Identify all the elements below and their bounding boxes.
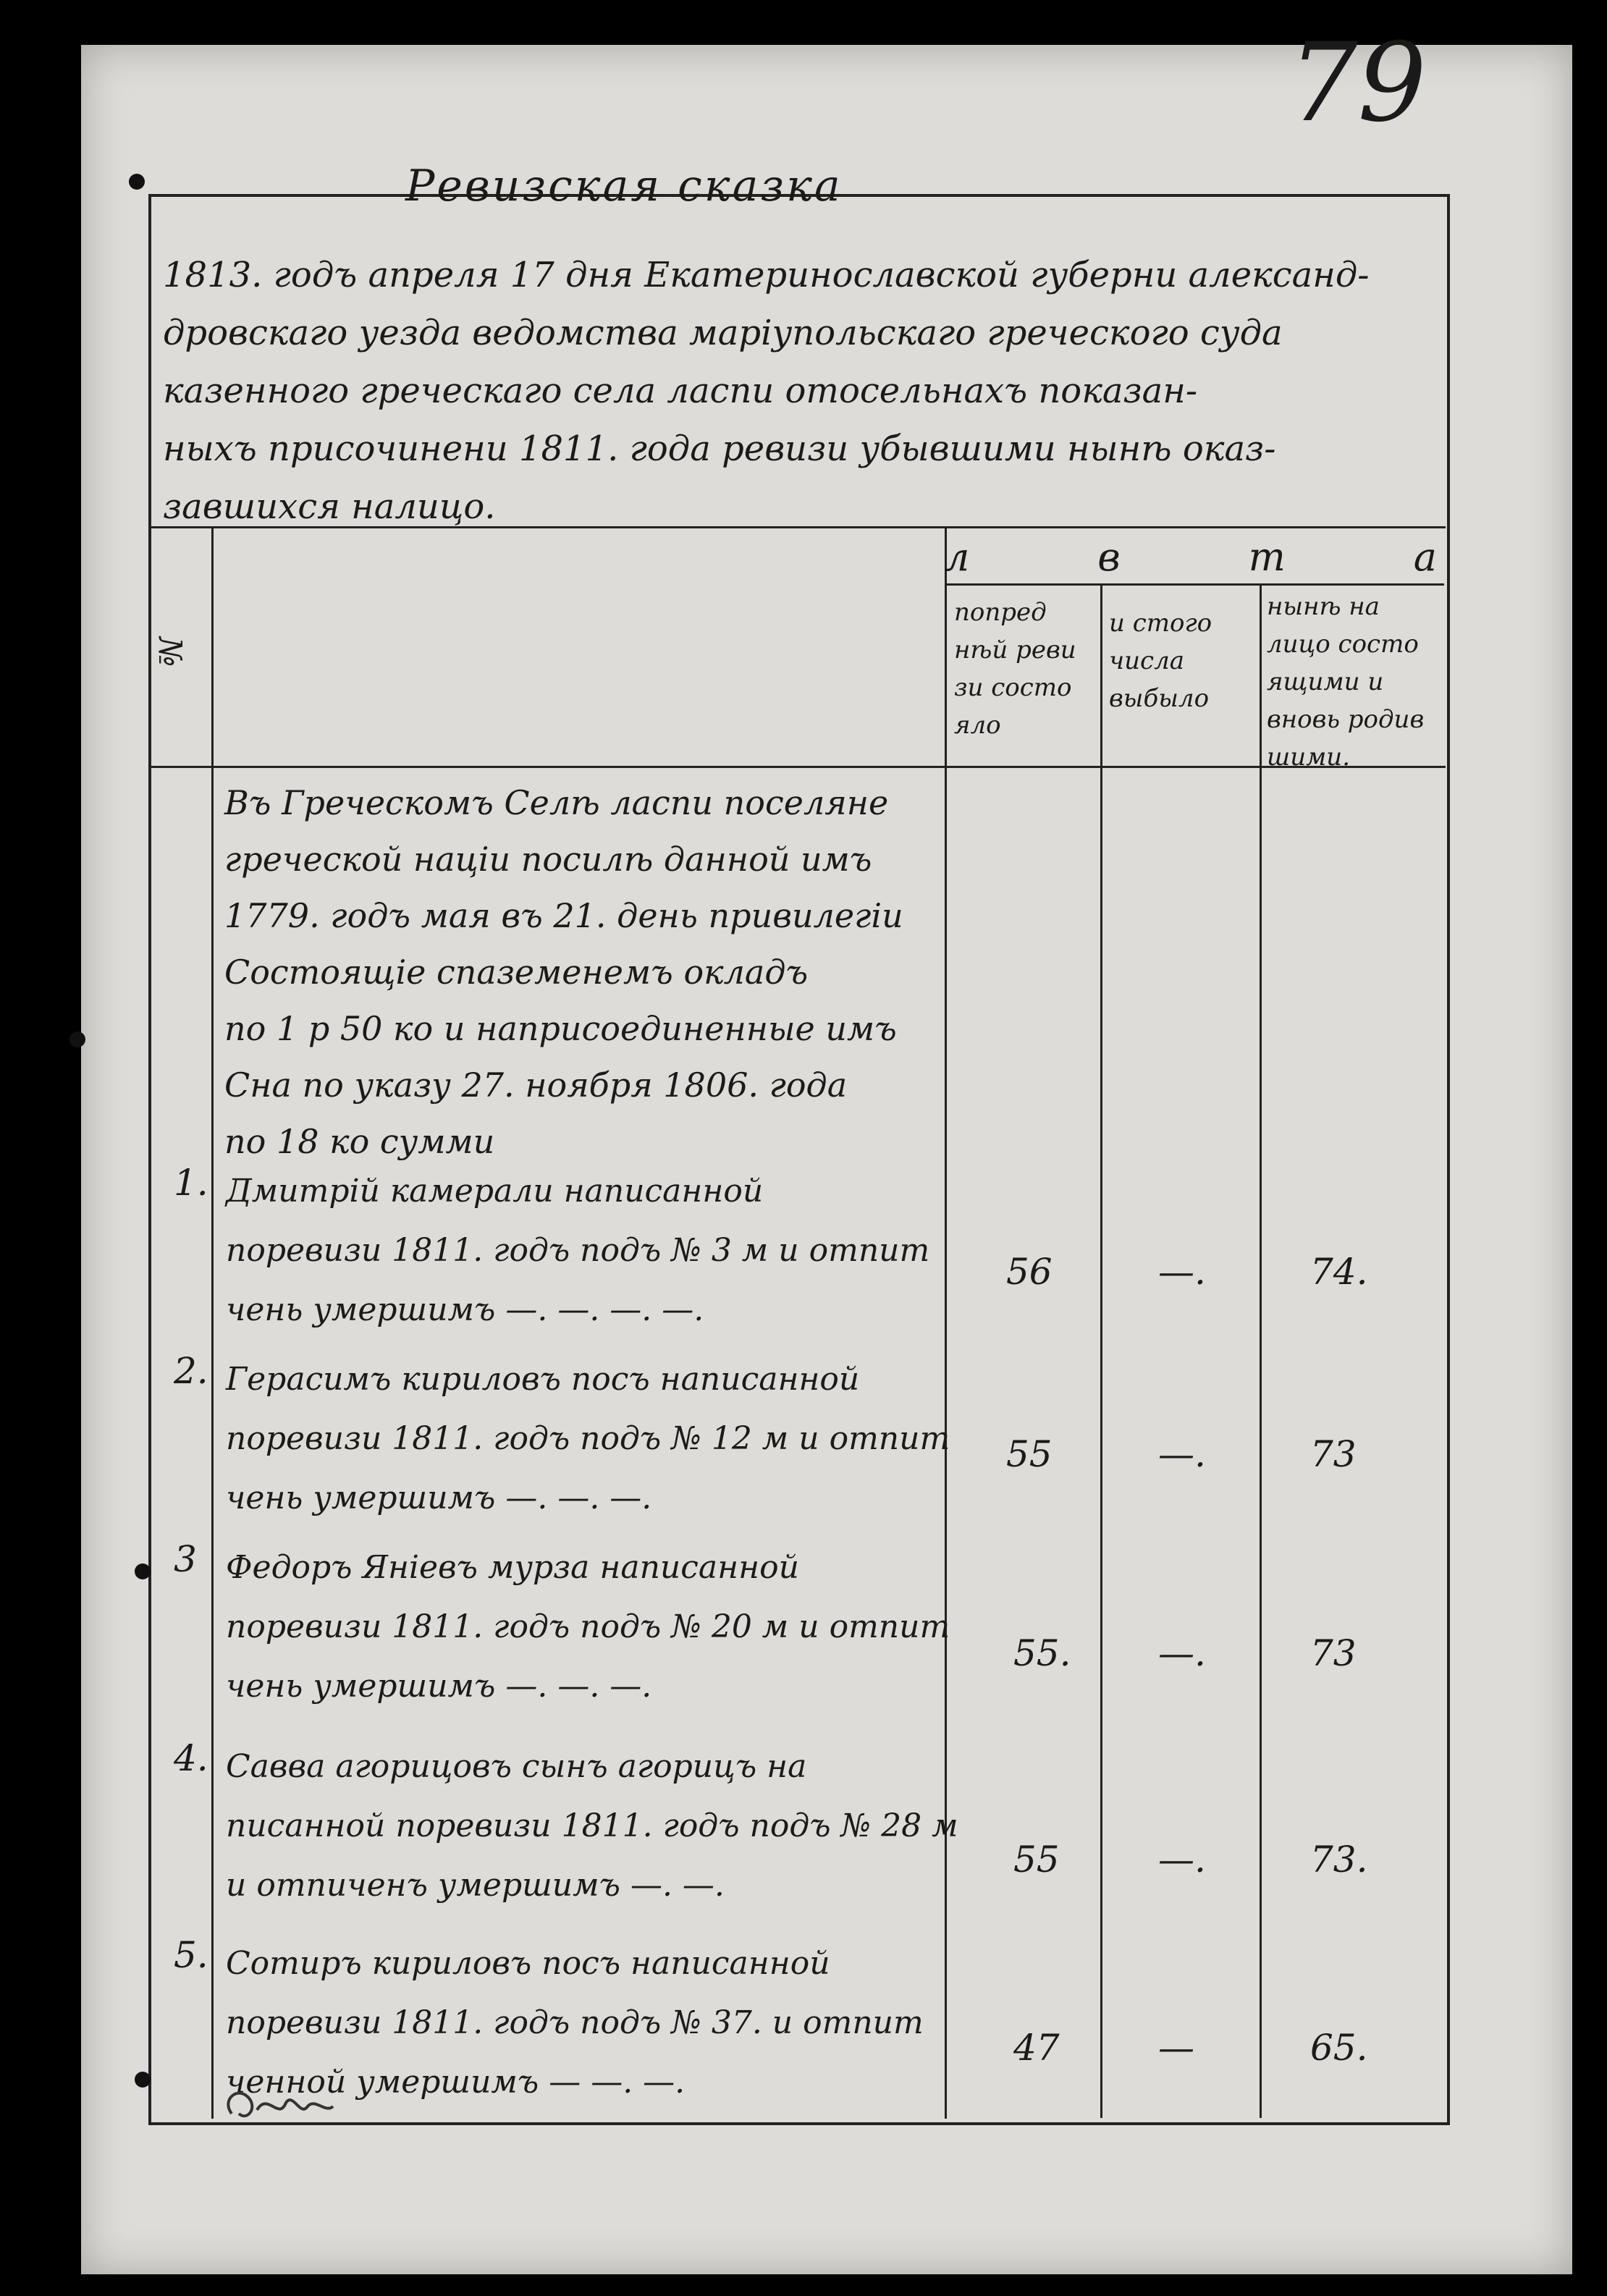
entry-departed-value: —.	[1158, 1839, 1206, 1881]
entry-number: 5.	[174, 1934, 208, 1976]
entry-present-value: 73	[1310, 1632, 1357, 1674]
entry-before-value: 55.	[1013, 1632, 1071, 1674]
document-title: Ревизская сказка	[405, 161, 843, 211]
entry-present-value: 65.	[1310, 2027, 1368, 2069]
column-header-departed: и стого числа выбыло	[1109, 609, 1212, 713]
entry-number: 3	[174, 1538, 197, 1580]
super-letter: в	[1097, 534, 1121, 580]
super-letter: т	[1248, 534, 1286, 580]
column-header-divider	[150, 766, 1446, 768]
column-divider-2	[1100, 583, 1102, 2118]
binding-hole	[69, 1031, 85, 1047]
header-line: завшихся налицо.	[163, 486, 496, 527]
header-line: 1813. годъ апреля 17 дня Екатеринославской губерни александ-	[163, 255, 1370, 295]
entry-before-value: 55	[1013, 1839, 1060, 1881]
binding-hole	[135, 1563, 151, 1579]
entry-departed-value: —.	[1158, 1632, 1206, 1674]
entry-departed-value: —.	[1158, 1251, 1206, 1293]
number-column-divider	[211, 526, 214, 2119]
column-header-present: нынѣ на лицо состо ящими и вновь родив шими.	[1267, 592, 1425, 772]
entry-number: 2.	[174, 1350, 208, 1392]
entry-before-value: 56	[1006, 1251, 1053, 1293]
header-paragraph	[163, 246, 1444, 536]
entry-departed-value: —	[1158, 2027, 1194, 2069]
super-letter: а	[1413, 534, 1437, 580]
header-line: ныхъ присочинени 1811. года ревизи убывшими нынѣ оказ-	[163, 429, 1276, 469]
header-line: дровскаго уезда ведомства марiупольскаго греческого суда	[163, 313, 1283, 353]
entry-departed-value: —.	[1158, 1433, 1206, 1475]
entry-present-value: 73	[1310, 1433, 1357, 1475]
super-letter: л	[945, 534, 970, 580]
number-column-header: №	[151, 637, 188, 667]
column-divider-3	[1260, 583, 1262, 2118]
entry-before-value: 47	[1013, 2027, 1060, 2069]
column-header-previous: попред нѣй реви зи состо яло	[954, 598, 1076, 740]
entry-before-value: 55	[1006, 1433, 1053, 1475]
binding-hole	[129, 174, 145, 190]
column-super-header	[945, 534, 1437, 580]
folio-number: 79	[1288, 20, 1427, 146]
binding-hole	[135, 2072, 151, 2088]
super-header-divider	[945, 583, 1444, 586]
entry-present-value: 74.	[1310, 1251, 1368, 1293]
signature-scribble	[217, 2077, 340, 2128]
entry-number: 4.	[174, 1737, 208, 1779]
entry-present-value: 73.	[1310, 1839, 1368, 1881]
header-line: казенного греческаго села ласпи отосельнахъ показан-	[163, 371, 1198, 411]
entry-number: 1.	[174, 1162, 208, 1204]
intro-paragraph: Въ Греческомъ Селѣ ласпи поселяне греческой нацiи посилѣ данной имъ 1779. годъ мая въ 21. день привилегiи Состоящiе спаземенемъ окладъ по 1 р 50 ко и наприсоединенные имъ Сна по указу 27. ноября 1806. года по 18 ко сумми	[224, 783, 903, 1161]
